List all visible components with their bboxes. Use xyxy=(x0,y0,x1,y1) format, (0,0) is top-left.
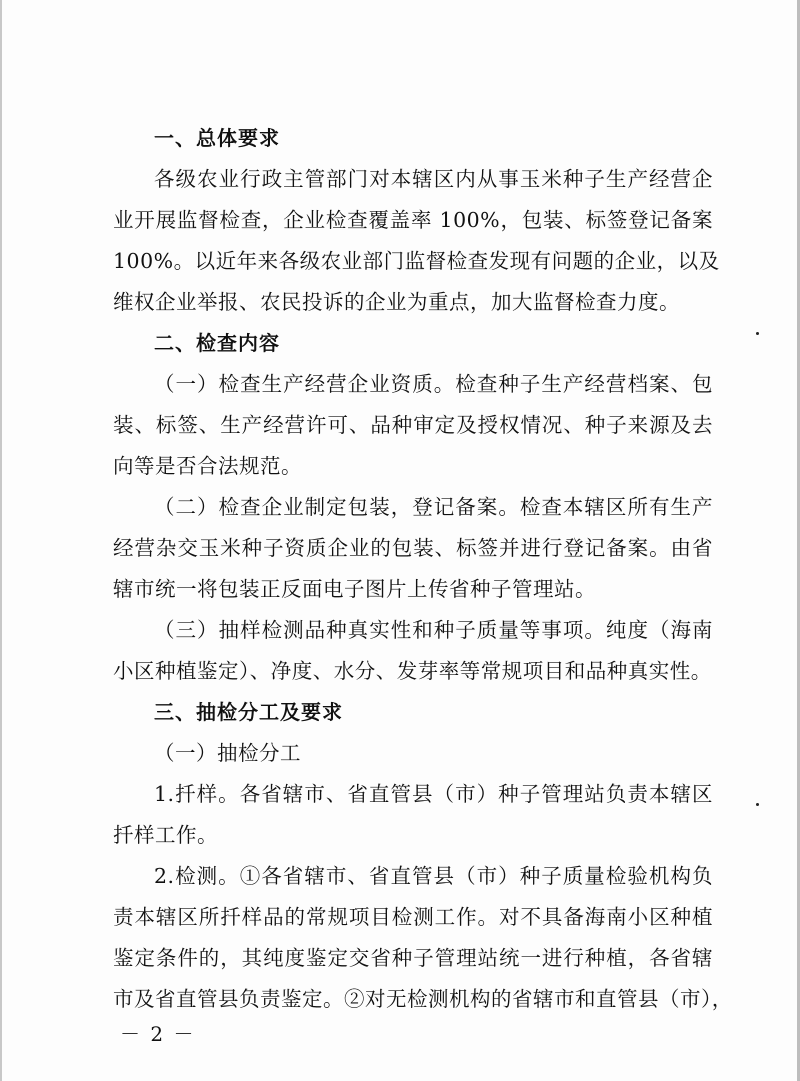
paragraph-line: （一）检查生产经营企业资质。检查种子生产经营档案、包 xyxy=(154,372,713,396)
scan-speck xyxy=(756,332,759,335)
paragraph-line: 100%。以近年来各级农业部门监督检查发现有问题的企业，以及 xyxy=(113,249,720,273)
section-heading: 一、总体要求 xyxy=(154,126,280,150)
paragraph-line: 经营杂交玉米种子资质企业的包装、标签并进行登记备案。由省 xyxy=(113,536,713,560)
paragraph-line: 业开展监督检查，企业检查覆盖率 100%，包装、标签登记备案 xyxy=(113,208,713,232)
paragraph-line: 扦样工作。 xyxy=(113,823,218,847)
paragraph-line: 各级农业行政主管部门对本辖区内从事玉米种子生产经营企 xyxy=(154,167,713,191)
paragraph-line: 小区种植鉴定）、净度、水分、发芽率等常规项目和品种真实性。 xyxy=(113,659,712,683)
section-heading: 二、检查内容 xyxy=(154,331,280,355)
scan-speck xyxy=(756,803,759,806)
paragraph-line: 装、标签、生产经营许可、品种审定及授权情况、种子来源及去 xyxy=(113,413,713,437)
section-heading: 三、抽检分工及要求 xyxy=(154,700,343,724)
paragraph-line: （一）抽检分工 xyxy=(154,741,301,765)
paragraph-line: 向等是否合法规范。 xyxy=(113,454,302,478)
paragraph-line: 辖市统一将包装正反面电子图片上传省种子管理站。 xyxy=(113,577,596,601)
paragraph-line: 鉴定条件的，其纯度鉴定交省种子管理站统一进行种植，各省辖 xyxy=(113,946,713,970)
paragraph-line: 市及省直管县负责鉴定。②对无检测机构的省辖市和直管县（市）， xyxy=(113,987,733,1011)
paragraph-line: 维权企业举报、农民投诉的企业为重点，加大监督检查力度。 xyxy=(113,290,680,314)
paragraph-line: 责本辖区所扦样品的常规项目检测工作。对不具备海南小区种植 xyxy=(113,905,713,929)
paragraph-line: 2.检测。①各省辖市、省直管县（市）种子质量检验机构负 xyxy=(154,864,713,888)
paragraph-line: （二）检查企业制定包装，登记备案。检查本辖区所有生产 xyxy=(154,495,713,519)
paragraph-line: （三）抽样检测品种真实性和种子质量等事项。纯度（海南 xyxy=(154,618,713,642)
page-number: － 2 － xyxy=(120,1022,196,1046)
paragraph-line: 1.扦样。各省辖市、省直管县（市）种子管理站负责本辖区 xyxy=(154,782,713,806)
document-body xyxy=(113,118,733,1020)
